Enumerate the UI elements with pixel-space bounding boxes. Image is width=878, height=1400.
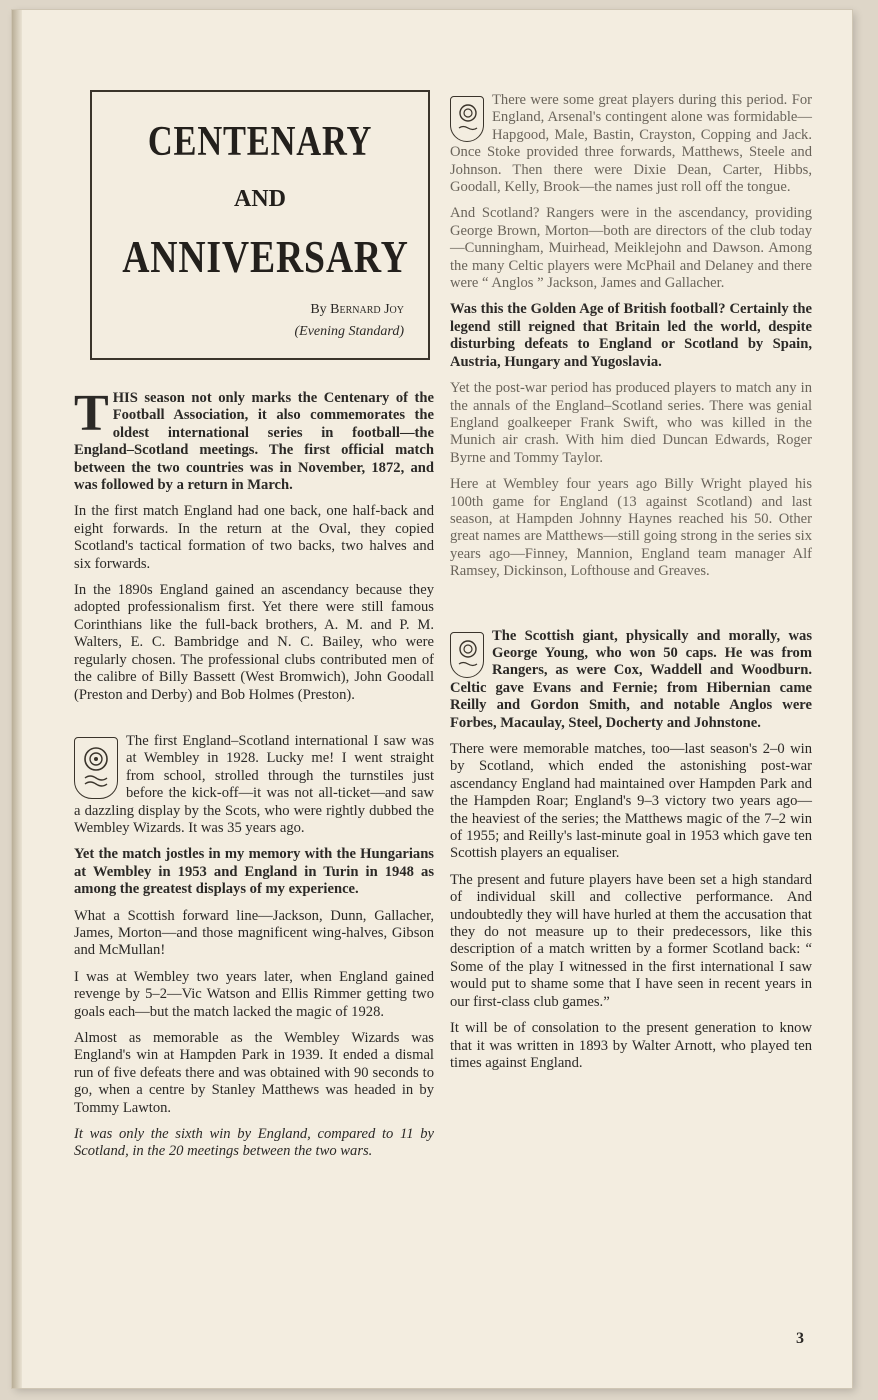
paragraph: In the 1890s England gained an ascendancy because they adopted professionalism first. Yet there were still famous Corinthians like the full-back brothers, A. M. and P. M. Walters, E. C. Bambridge and N. C. Bailey, who were regularly chosen. The professional clubs contributed men of the calibre of Billy Bassett (West Bromwich), John Goodall (Preston and Derby) and Bob Holmes (Preston). bbox=[74, 582, 434, 703]
byline-author: Bernard Joy bbox=[330, 302, 404, 317]
page-number: 3 bbox=[796, 1330, 804, 1347]
title-line-1: CENTENARY bbox=[147, 119, 373, 165]
rose-emblem-icon bbox=[450, 96, 484, 142]
title-line-2: AND bbox=[234, 186, 286, 212]
paragraph: What a Scottish forward line—Jackson, Dunn, Gallacher, James, Morton—and those magnificent wing-halves, Gibson and McMullan! bbox=[74, 907, 434, 959]
title-box bbox=[90, 90, 430, 360]
paragraph: Here at Wembley four years ago Billy Wright played his 100th game for England (13 against Scotland) and last season, at Hampden Johnny Haynes reached his 50. Other great names are Matthews—still going strong in the series six years ago—Finney, Mannion, England team manager Alf Ramsey, Dickinson, Lofthouse and Greaves. bbox=[450, 476, 812, 580]
paragraph: It will be of consolation to the present generation to know that it was written in 1893 by Walter Arnott, who played ten times against England. bbox=[450, 1020, 812, 1071]
rose-emblem-icon bbox=[450, 632, 484, 678]
paragraph bbox=[74, 385, 434, 494]
byline-by: By bbox=[310, 302, 327, 317]
paragraph: I was at Wembley two years later, when England gained revenge by 5–2—Vic Watson and Ellis Rimmer getting two goals each—but the match lacked the magic of 1928. bbox=[74, 968, 434, 1020]
paragraph: Yet the match jostles in my memory with the Hungarians at Wembley in 1953 and England in Turin in 1948 as among the greatest displays of my experience. bbox=[74, 846, 434, 898]
paragraph-text: There were some great players during this period. For England, Arsenal's contingent alone was formidable—Hapgood, Male, Bastin, Crayston, Copping and Jack. Once Stoke provided three forwards, Matthews, Steele and Johnson. Then there were Dixie Dean, Carter, Hibbs, Goodall, Kelly, Brook—the names just roll off the tongue. bbox=[450, 92, 812, 196]
paragraph bbox=[450, 92, 812, 196]
paragraph: Was this the Golden Age of British football? Certainly the legend still reigned that Britain led the world, despite disturbing defeats to England or Scotland by Spain, Austria, Hungary and Yugoslavia. bbox=[450, 301, 812, 370]
right-column bbox=[450, 92, 812, 1081]
paragraph: It was only the sixth win by England, compared to 11 by Scotland, in the 20 meetings between the two wars. bbox=[74, 1126, 434, 1160]
title-line-3: ANNIVERSARY bbox=[122, 231, 409, 282]
magazine-page bbox=[12, 10, 852, 1388]
paragraph: Yet the post-war period has produced players to match any in the annals of the England–Scotland series. There was genial England goalkeeper Frank Swift, who was killed in the Munich air crash. With him died Duncan Edwards, Roger Byrne and Tommy Taylor. bbox=[450, 380, 812, 466]
left-column bbox=[74, 385, 434, 1170]
paragraph: The present and future players have been set a high standard of individual skill and collective performance. And undoubtedly they will have hurled at them the accusation that they do not measure up to their predecessors, like this description of a match written by a former Scotland back: “ Some of the play I witnessed in the first international I saw would put to shame some that I have seen in recent years in our first-class club games.” bbox=[450, 871, 812, 1010]
paragraph-text: The Scottish giant, physically and morally, was George Young, who won 50 caps. He was from Rangers, as were Cox, Waddell and Woodburn. Celtic gave Evans and Fernie; from Hibernian came Reilly and Gordon Smith, and notable Anglos were Forbes, Macaulay, Steel, Docherty and Johnstone. bbox=[450, 627, 812, 731]
paragraph-text: The first England–Scotland international I saw was at Wembley in 1928. Lucky me! I went straight from school, strolled through the turnstiles just before the kick-off—it was not all-ticket—and saw a dazzling display by the Scots, who were rightly dubbed the Wembley Wizards. It was 35 years ago. bbox=[74, 732, 434, 836]
paragraph: Almost as memorable as the Wembley Wizards was England's win at Hampden Park in 1939. It ended a dismal run of five defeats there and was obtained with 90 seconds to go, when a centre by Stanley Matthews was headed in by Tommy Lawton. bbox=[74, 1030, 434, 1116]
paragraph bbox=[450, 628, 812, 732]
paragraph: There were memorable matches, too—last season's 2–0 win by Scotland, which ended the astonishing post-war ascendancy England had maintained over Hampden Park and the Hampden Roar; England's 9–3 victory two years ago—the heaviest of the series; the Matthews magic of the 7–2 win of 1955; and Reilly's last-minute goal in 1953 which gave ten Scottish players an equaliser. bbox=[450, 741, 812, 862]
paragraph bbox=[74, 733, 434, 837]
paragraph: In the first match England had one back, one half-back and eight forwards. In the return at the Oval, they copied Scotland's tactical formation of two backs, two halves and six forwards. bbox=[74, 503, 434, 572]
paragraph-text: HIS season not only marks the Centenary of the Football Association, it also commemorates the oldest international series in football—the England–Scotland meetings. The first official match between the two countries was in November, 1872, and was followed by a return in March. bbox=[74, 390, 434, 494]
rose-emblem-icon bbox=[74, 737, 118, 799]
page-spine bbox=[12, 10, 22, 1388]
drop-cap: T bbox=[74, 385, 109, 442]
byline-paper: (Evening Standard) bbox=[294, 324, 404, 339]
byline bbox=[310, 302, 404, 318]
paragraph: And Scotland? Rangers were in the ascendancy, providing George Brown, Morton—both are directors of the club today—Cunningham, Muirhead, Meiklejohn and Dawson. Among the many Celtic players were McPhail and Delaney and there were “ Anglos ” Jackson, James and Gallacher. bbox=[450, 205, 812, 292]
